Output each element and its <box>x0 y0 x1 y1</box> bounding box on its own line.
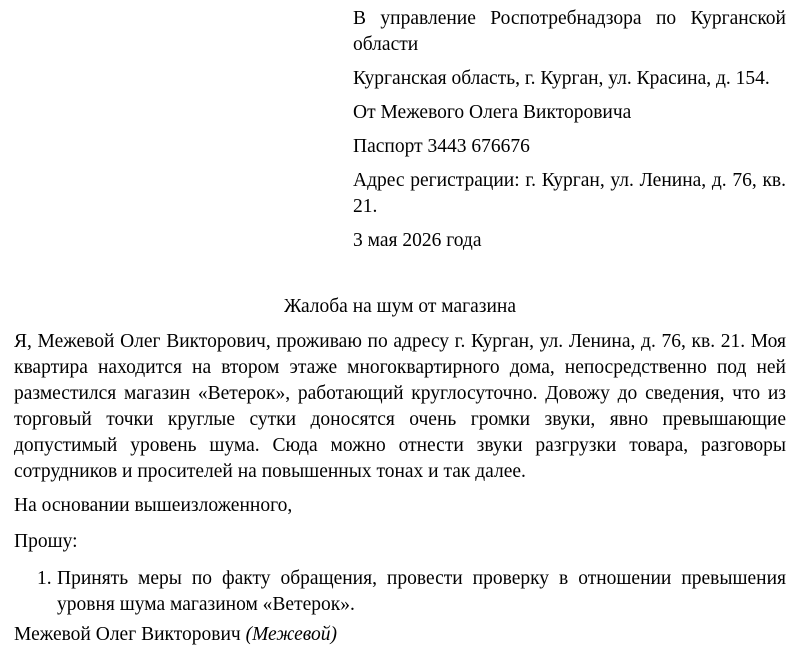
complaint-intro: Я, Межевой Олег Викторович, проживаю по адресу г. Курган, ул. Ленина, д. 76, кв. 21. Моя квартира находится на втором этаже многоквартирного дома, непосредственно под ней разместился магазин «Ветерок», работающий круглосуточно. Довожу до сведения, что из торговый точки круглые сутки доносятся очень громки звуки, явно превышающие допустимый уровень шума. Сюда можно отнести звуки разгрузки товара, разговоры сотрудников и просителей на повышенных тонах и так далее. <box>14 331 786 482</box>
request-block <box>14 529 786 555</box>
list-item-text: Принять меры по факту обращения, провести проверку в отношении превышения уровня шума магазином «Ветерок». <box>57 568 786 615</box>
basis-text: На основании вышеизложенного, <box>14 495 293 516</box>
complaint-body <box>14 329 786 485</box>
signature-name: Межевой Олег Викторович <box>14 624 241 645</box>
document-date: 3 мая 2026 года <box>353 230 482 251</box>
document-header <box>353 6 786 262</box>
signature-sign: (Межевой) <box>245 624 337 645</box>
list-item-number: 1. <box>37 568 52 589</box>
list-item <box>37 566 786 618</box>
registration-address: Адрес регистрации: г. Курган, ул. Ленина, д. 76, кв. 21. <box>353 170 786 217</box>
signature-line <box>14 622 786 648</box>
recipient-address: Курганская область, г. Курган, ул. Красина, д. 154. <box>353 68 770 89</box>
recipient: В управление Роспотребнадзора по Курганской области <box>353 8 786 55</box>
sender: От Межевого Олега Викторовича <box>353 102 632 123</box>
passport: Паспорт 3443 676676 <box>353 136 530 157</box>
document-title: Жалоба на шум от магазина <box>283 296 517 317</box>
request-list <box>37 566 786 618</box>
request-label: Прошу: <box>14 531 78 552</box>
basis-block <box>14 493 786 519</box>
